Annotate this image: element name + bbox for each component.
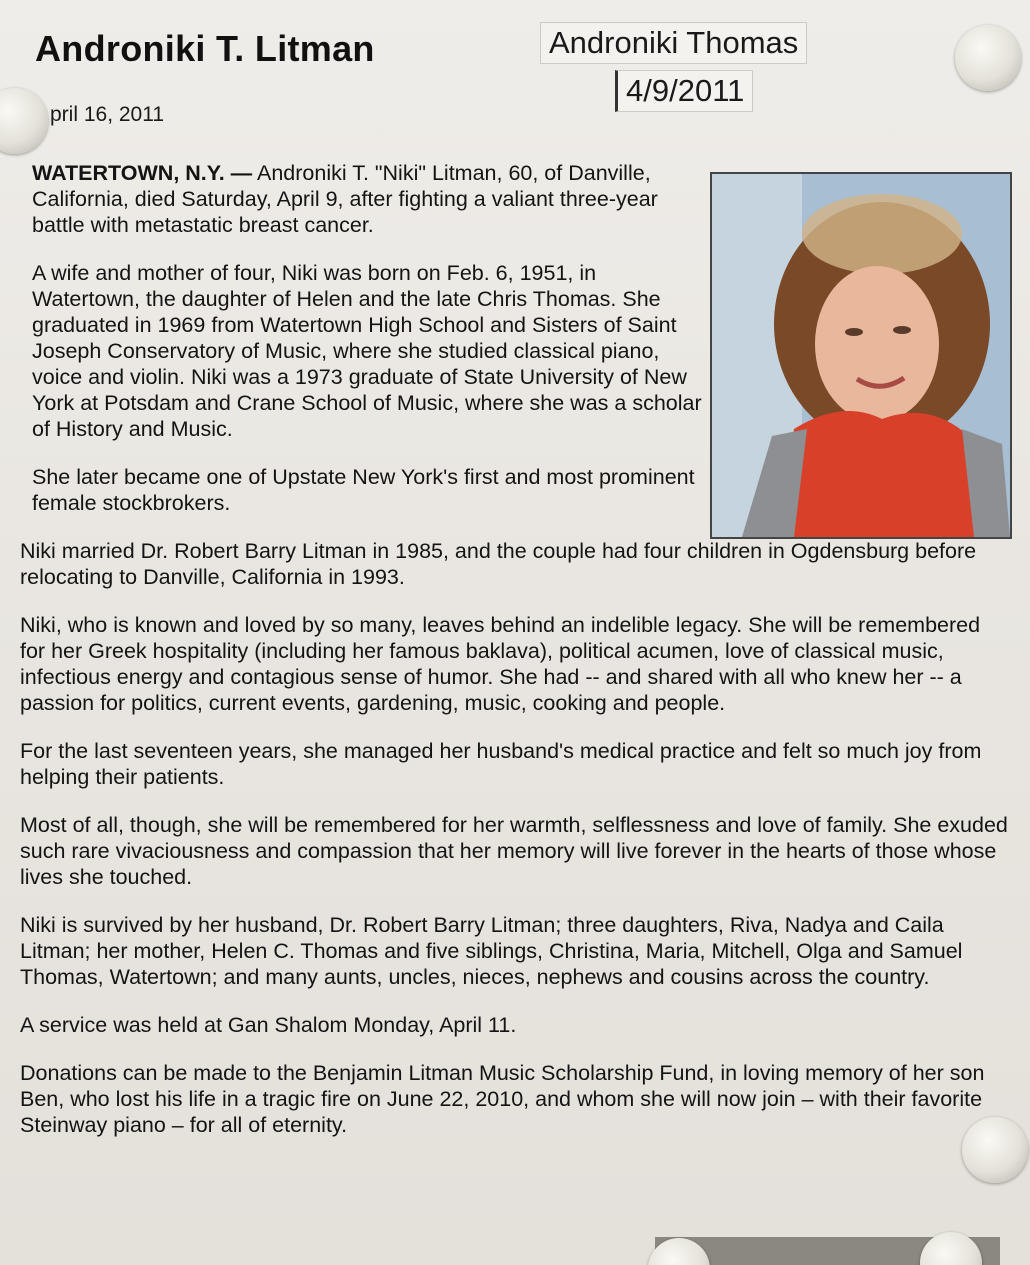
dateline: WATERTOWN, N.Y. — bbox=[32, 161, 253, 185]
obituary-body bbox=[20, 160, 1010, 1160]
name-label: Androniki Thomas bbox=[540, 22, 807, 64]
paragraph-9: A service was held at Gan Shalom Monday, April 11. bbox=[20, 1013, 517, 1037]
obituary-title: Androniki T. Litman bbox=[35, 28, 375, 69]
pushpin-icon bbox=[962, 1117, 1028, 1183]
pushpin-icon bbox=[955, 25, 1021, 91]
paragraph-6: For the last seventeen years, she managed her husband's medical practice and felt so much joy from helping their patients. bbox=[20, 739, 982, 789]
publication-date: pril 16, 2011 bbox=[50, 103, 165, 126]
pushpin-icon bbox=[0, 88, 48, 154]
paragraph-3: She later became one of Upstate New York's first and most prominent female stockbrokers. bbox=[32, 465, 695, 515]
paragraph-1-text: Androniki T. "Niki" Litman, 60, of Danville, California, died Saturday, April 9, after fighting a valiant three-year battle with metastatic breast cancer. bbox=[32, 161, 658, 237]
paragraph-10: Donations can be made to the Benjamin Litman Music Scholarship Fund, in loving memory of her son Ben, who lost his life in a tragic fire on June 22, 2010, and whom she will now join – with their favorite Steinway piano – for all of eternity. bbox=[20, 1061, 985, 1137]
paragraph-1 bbox=[20, 160, 702, 238]
date-label: 4/9/2011 bbox=[615, 70, 753, 112]
paragraph-8: Niki is survived by her husband, Dr. Robert Barry Litman; three daughters, Riva, Nadya and Caila Litman; her mother, Helen C. Thomas and five siblings, Christina, Maria, Mitchell, Olga and Samuel Thomas, Watertown; and many aunts, uncles, nieces, nephews and cousins across the country. bbox=[20, 913, 963, 989]
paragraph-4: Niki married Dr. Robert Barry Litman in 1985, and the couple had four children in Ogdensburg before relocating to Danville, California in 1993. bbox=[20, 539, 977, 589]
paragraph-2: A wife and mother of four, Niki was born on Feb. 6, 1951, in Watertown, the daughter of Helen and the late Chris Thomas. She graduated in 1969 from Watertown High School and Sisters of Saint Joseph Conservatory of Music, where she studied classical piano, voice and violin. Niki was a 1973 graduate of State University of New York at Potsdam and Crane School of Music, where she was a scholar of History and Music. bbox=[32, 261, 702, 441]
paragraph-7: Most of all, though, she will be remembered for her warmth, selflessness and love of family. She exuded such rare vivaciousness and compassion that her memory will live forever in the hearts of those whose lives she touched. bbox=[20, 813, 1008, 889]
paragraph-5: Niki, who is known and loved by so many, leaves behind an indelible legacy. She will be remembered for her Greek hospitality (including her famous baklava), political acumen, love of classical music, infectious energy and contagious sense of humor. She had -- and shared with all who knew her -- a passion for politics, current events, gardening, music, cooking and people. bbox=[20, 613, 981, 715]
